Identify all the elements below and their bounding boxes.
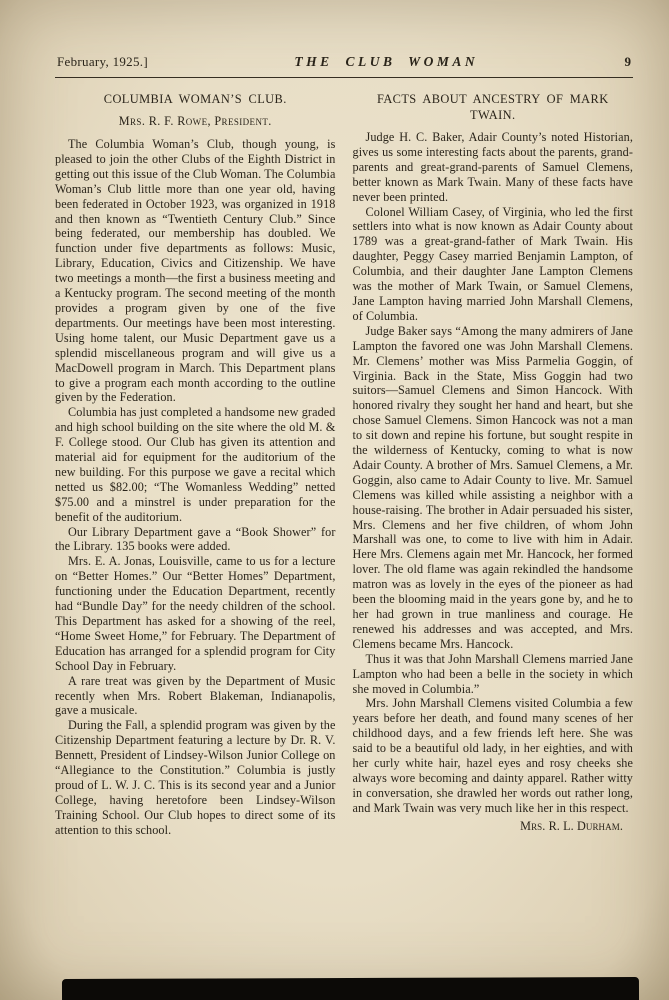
paragraph: Thus it was that John Marshall Clemens married Jane Lampton who had been a belle in the society in which she moved in Columbia.” (352, 651, 633, 696)
article-title-right: FACTS ABOUT ANCESTRY OF MARK TWAIN. (376, 92, 609, 122)
paragraph: A rare treat was given by the Department of Music recently when Mrs. Robert Blakeman, Indianapolis, gave a musicale. (55, 673, 336, 718)
masthead-rule (55, 77, 633, 78)
journal-title: THE CLUB WOMAN (294, 54, 479, 69)
paragraph: Our Library Department gave a “Book Shower” for the Library. 135 books were added. (55, 524, 336, 554)
paragraph: Mrs. E. A. Jonas, Louisville, came to us for a lecture on “Better Homes.” Our “Better Homes” Department, functioning under the Education Department, recently had “Bundle Day” for the needy children of the school. This Department has asked for a showing of the reel, “Home Sweet Home,” for February. The Department of Education has arranged for a splendid program for City School Day in February. (55, 554, 336, 673)
article-title-left: COLUMBIA WOMAN’S CLUB. (103, 92, 287, 106)
two-column-layout (55, 91, 633, 838)
paragraph: Judge H. C. Baker, Adair County’s noted Historian, gives us some interesting facts about the parents, grand-parents and great-grand-parents of Samuel Clemens, better known as Mark Twain. Many of these facts have never been printed. (352, 130, 633, 204)
paragraph: The Columbia Woman’s Club, though young, is pleased to join the other Clubs of the Eighth District in getting out this issue of the Club Woman. The Columbia Woman’s Club little more than one year old, having been federated in October 1923, was organized in 1918 and then known as “Twentieth Century Club.” Since being federated, our membership has doubled. We function under five departments as follows: Music, Library, Education, Civics and Citizenship. We have two meetings a month—the first a business meeting and a Kentucky program. The second meeting of the month provides a program given by one of the five departments. Our meetings have been most interesting. Using home talent, our Music Department gave us a splendid miscellaneous program and will give us a MacDowell program in March. This Department plans to give a program each month according to the outline given by the Federation. (55, 137, 336, 405)
right-column-article (353, 91, 634, 838)
paragraph: Colonel William Casey, of Virginia, who led the first settlers into what is now known as Adair County about 1789 was a great-grand-father of Mark Twain. His daughter, Peggy Casey married Benjamin Lampton, of Columbia, and their daughter Jane Lampton Clemens was the mother of Mark Twain, or Samuel Clemens, Jane Lampton having married John Marshall Clemens, of Columbia. (352, 204, 633, 323)
scan-artifact-bar (62, 977, 639, 1000)
paragraph: Judge Baker says “Among the many admirers of Jane Lampton the favored one was John Marshall Clemens. Mr. Clemens’ mother was Miss Parmelia Goggin, of Virginia. Back in the State, Miss Goggin had two suitors—Samuel Clemens and Simon Hancock. With honored rivalry they sought her hand and heart, but she chose Samuel Clemens. Simon Hancock was not a man to sit down and repine his fortune, but sought respite in the wilderness of Kentucky, coming to what is now Adair County. A brother of Mrs. Samuel Clemens, a Mr. Goggin, also came to Adair County to live. Mr. Samuel Clemens was killed while assisting a neighbor with a house-raising. The brother in Adair persuaded his sister, Mrs. Clemens and her five children, of whom John Marshall was one, to come to live with him in Adair. Here Mrs. Clemens again met Mr. Hancock, her formed lover. The old flame was again rekindled the handsome matron was as lovely in the eyes of the pioneer as had been the blooming maid in the years gone by, and he to her had grown in true manliness and courage. He renewed his addresses and was accepted, and Mrs. Clemens became Mrs. Hancock. (352, 323, 633, 651)
page-number: 9 (624, 54, 631, 69)
paragraph: Mrs. John Marshall Clemens visited Columbia a few years before her death, and found many scenes of her childhood days, and a few friends left here. She was said to be a beautiful old lady, in her eighties, and with her curly white hair, hazel eyes and rosy cheeks she always wore becoming and dainty apparel. Rather witty in conversation, she drawled her words out rather long, and Mark Twain was very much like her in this respect. (352, 696, 633, 815)
article-byline: Mrs. R. F. Rowe, President. (118, 114, 272, 128)
paragraph: Columbia has just completed a handsome new graded and high school building on the site where the old M. & F. College stood. Our Club has given its attention and material aid for equipment for the auditorium of the new building. For this purpose we gave a recital which netted us $82.00; “The Womanless Wedding” netted $75.00 and a minstrel is under preparation for the benefit of the auditorium. (55, 405, 336, 524)
page-body (55, 54, 633, 838)
article-signature: Mrs. R. L. Durham. (520, 818, 623, 833)
issue-date: February, 1925.] (57, 54, 148, 69)
left-column-article (55, 91, 336, 838)
paragraph: During the Fall, a splendid program was given by the Citizenship Department featuring a lecture by Dr. R. V. Bennett, President of Lindsey-Wilson Junior College on “Allegiance to the Constitution.” Columbia is justly proud of L. W. J. C. This is its second year and a Junior College, having heretofore been Lindsey-Wilson Training School. Our Club hopes to direct some of its attention to this school. (55, 718, 336, 837)
masthead (55, 54, 633, 70)
